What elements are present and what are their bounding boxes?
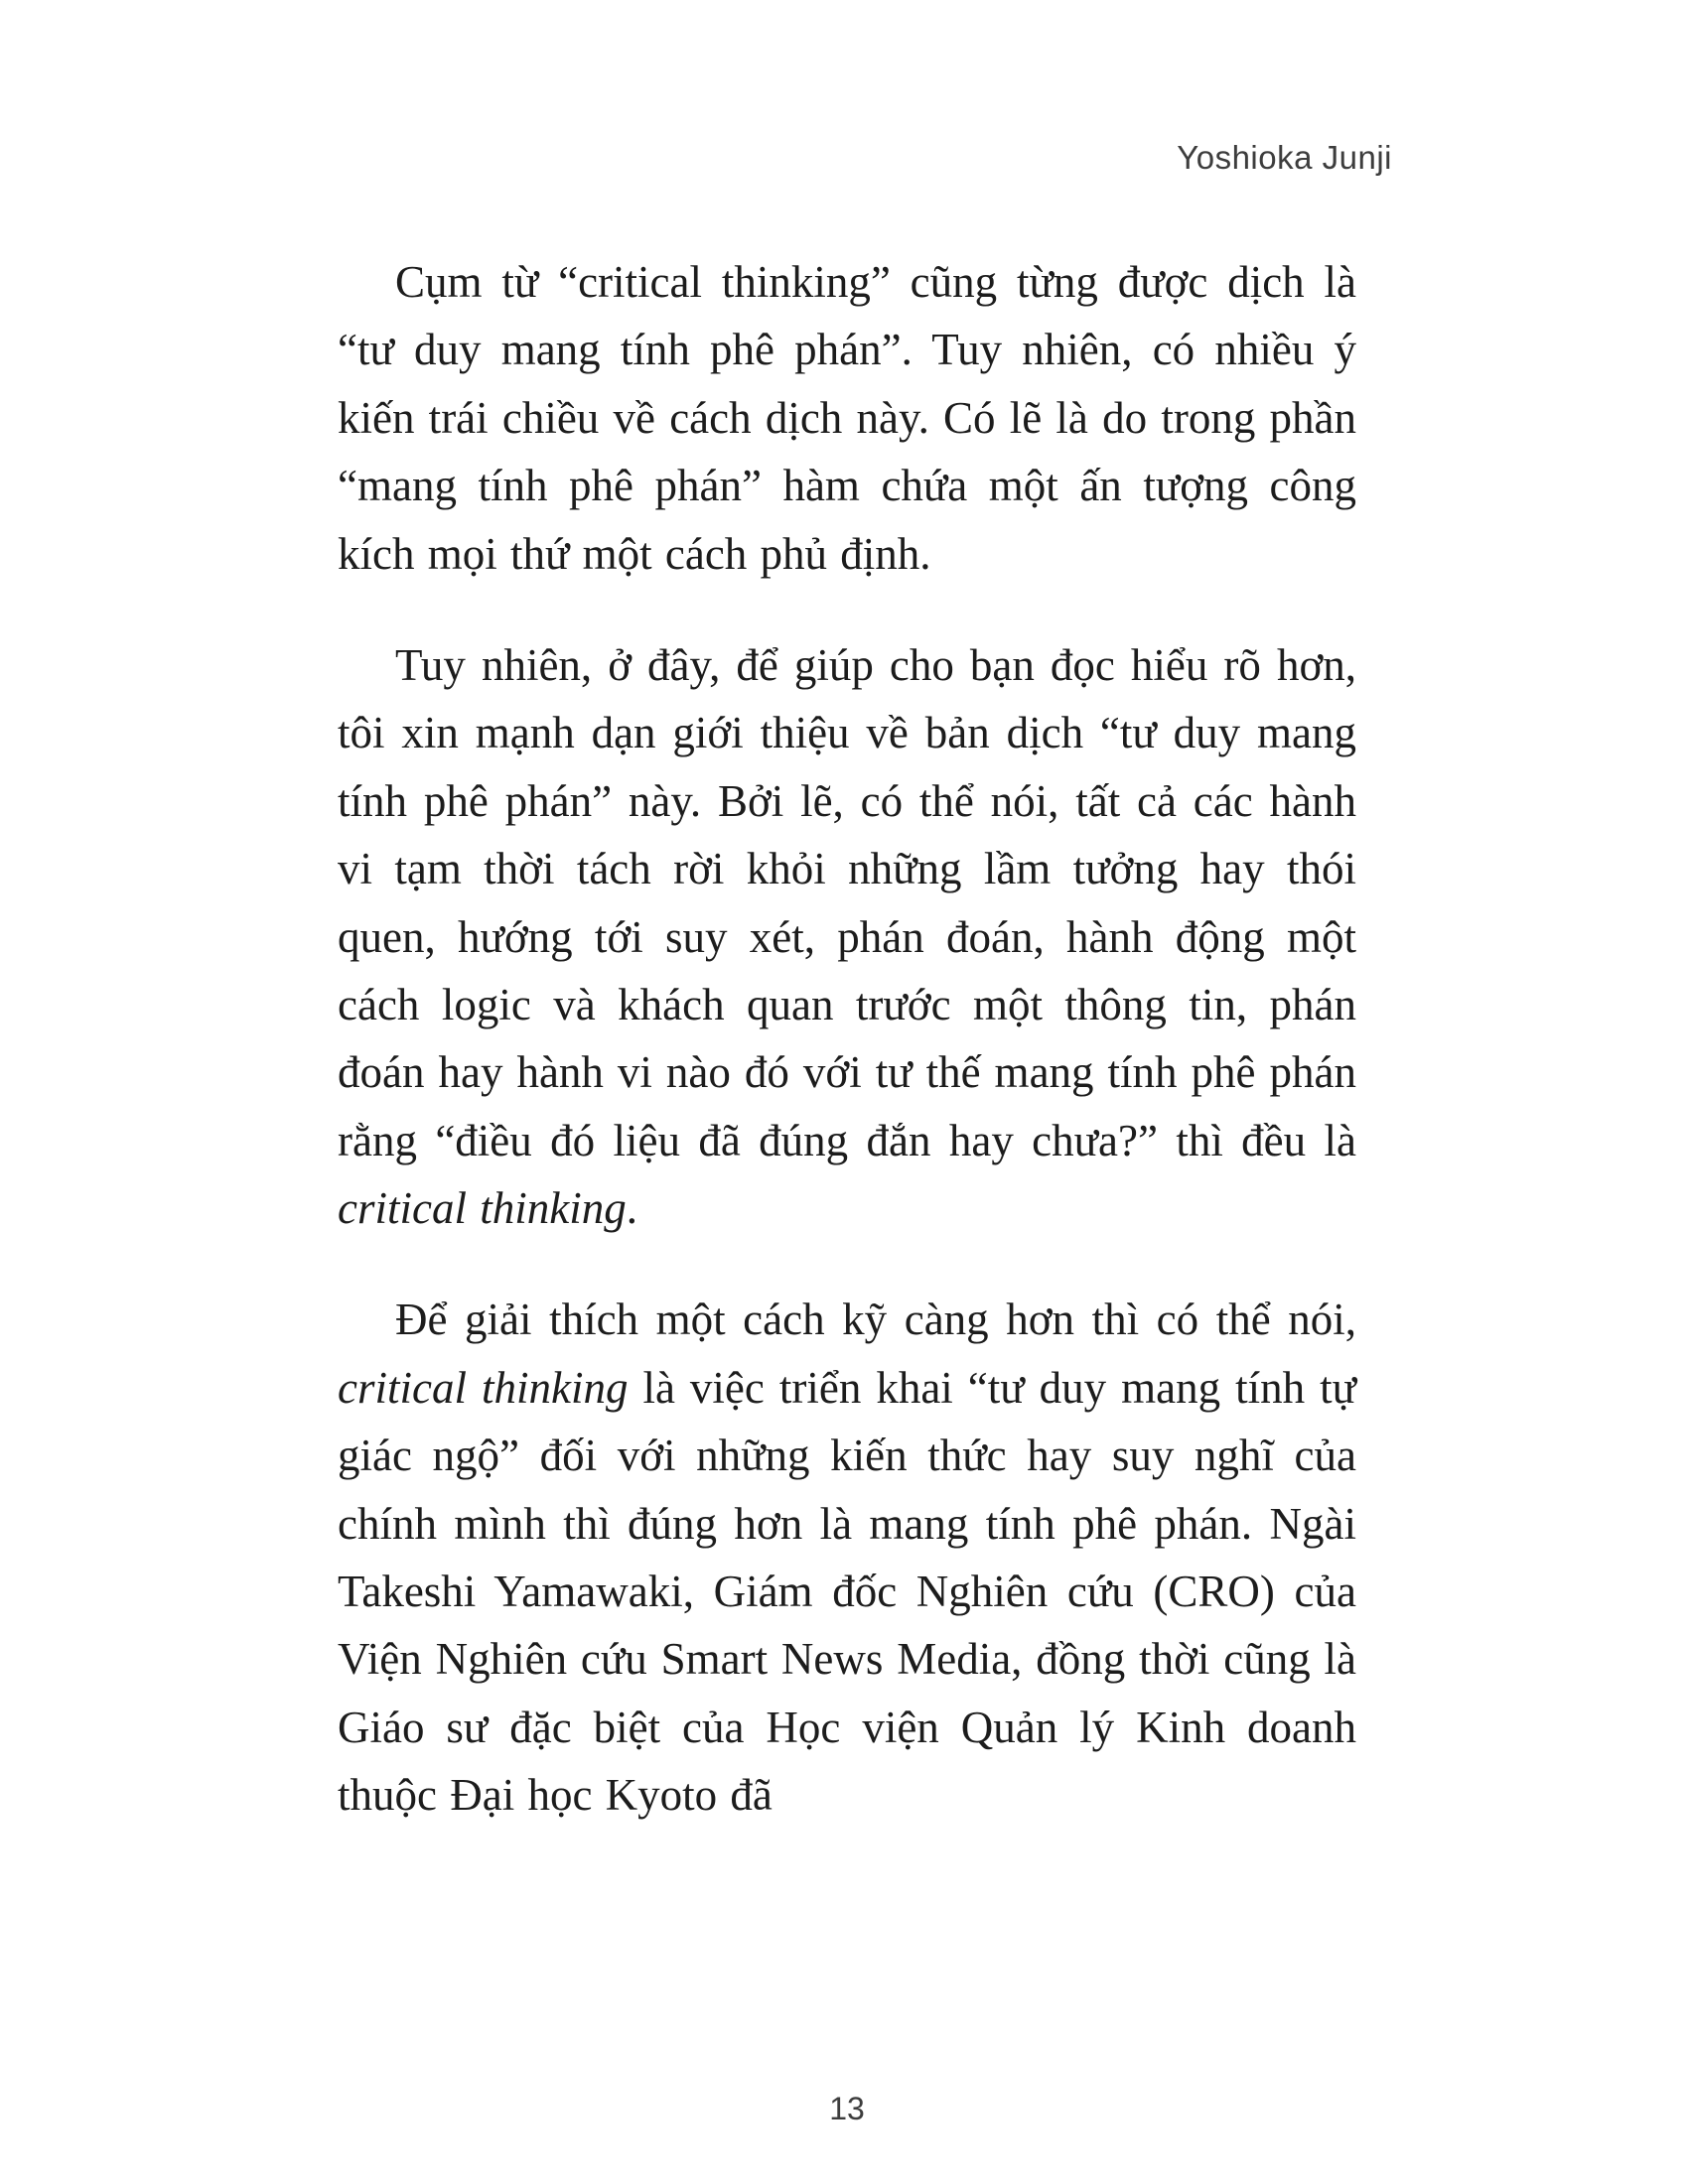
text-segment: Cụm từ “critical thinking” cũng từng được dịch là “tư duy mang tính phê phán”. Tuy nhiên, có nhiều ý kiến trái chiều về cách dịch này. Có lẽ là do trong phần “mang tính phê phán” hàm chứa một ấn tượng công kích mọi thứ một cách phủ định.	[338, 257, 1356, 579]
paragraph	[338, 631, 1356, 1243]
text-segment: Tuy nhiên, ở đây, để giúp cho bạn đọc hiểu rõ hơn, tôi xin mạnh dạn giới thiệu về bản dịch “tư duy mang tính phê phán” này. Bởi lẽ, có thể nói, tất cả các hành vi tạm thời tách rời khỏi những lầm tưởng hay thói quen, hướng tới suy xét, phán đoán, hành động một cách logic và khách quan trước một thông tin, phán đoán hay hành vi nào đó với tư thế mang tính phê phán rằng “điều đó liệu đã đúng đắn hay chưa?” thì đều là	[338, 639, 1356, 1165]
paragraph	[338, 248, 1356, 588]
body-text	[338, 248, 1356, 1830]
running-header: Yoshioka Junji	[1177, 139, 1392, 176]
text-segment: .	[626, 1183, 637, 1234]
page-number: 13	[829, 2091, 865, 2126]
paragraph	[338, 1286, 1356, 1829]
text-segment: Để giải thích một cách kỹ càng hơn thì có thể nói,	[395, 1295, 1356, 1345]
italic-text-segment: critical thinking	[338, 1183, 627, 1234]
italic-text-segment: critical thinking	[338, 1362, 629, 1413]
text-segment: là việc triển khai “tư duy mang tính tự giác ngộ” đối với những kiến thức hay suy nghĩ của chính mình thì đúng hơn là mang tính phê phán. Ngài Takeshi Yamawaki, Giám đốc Nghiên cứu (CRO) của Viện Nghiên cứu Smart News Media, đồng thời cũng là Giáo sư đặc biệt của Học viện Quản lý Kinh doanh thuộc Đại học Kyoto đã	[338, 1362, 1356, 1821]
